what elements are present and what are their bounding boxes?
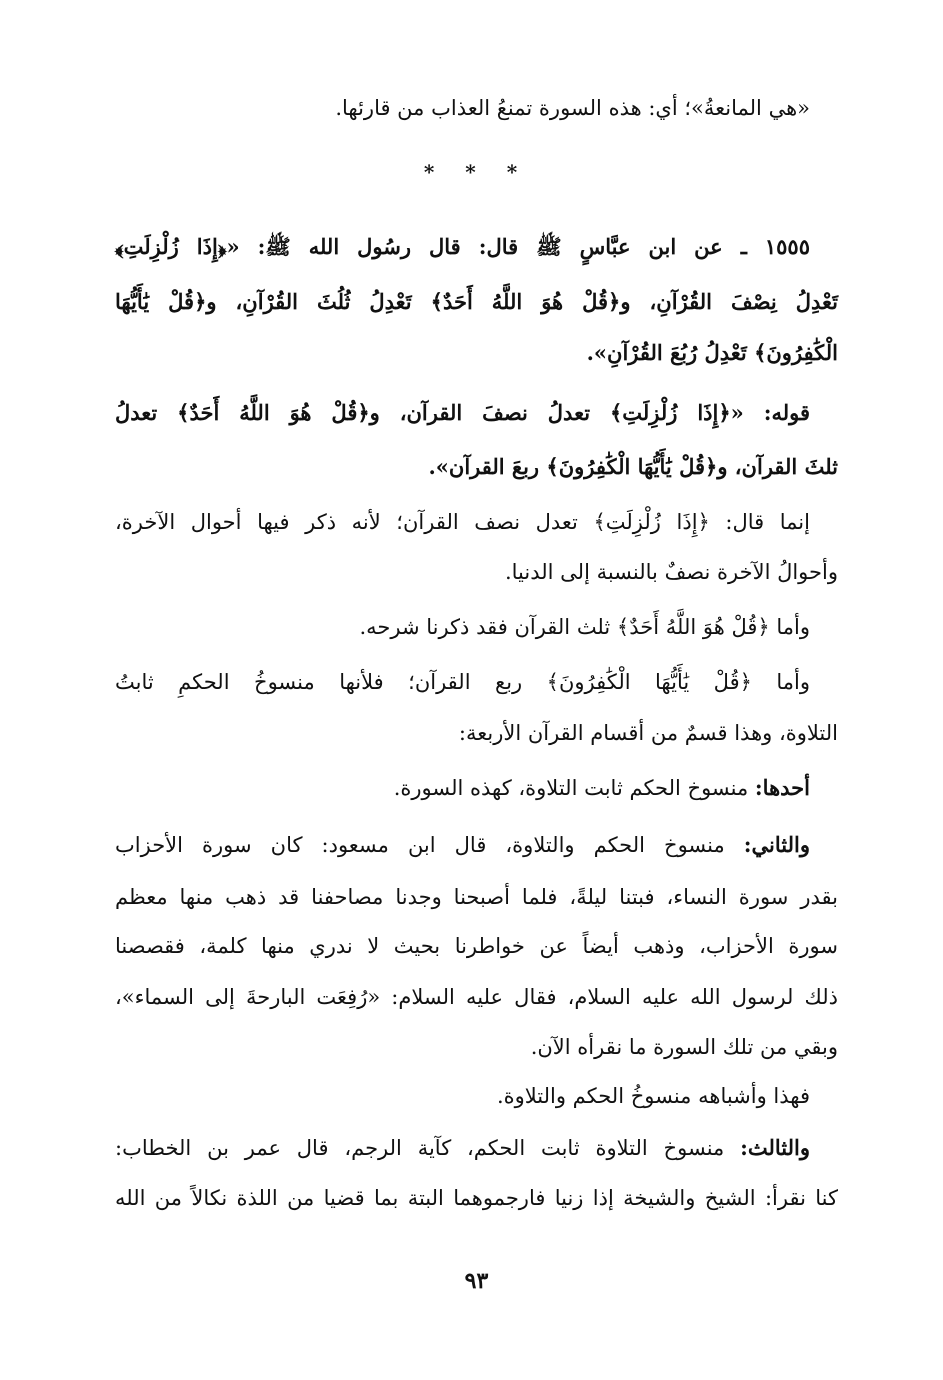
item-text: منسوخ الحكم والتلاوة، قال ابن مسعود: كان سورة الأحزاب <box>115 833 744 857</box>
commentary-line: ثلثَ القرآن، و﴿قُلْ يَٰأَيُّهَا الْكَٰفِرُونَ﴾ ربعَ القرآن». <box>428 454 838 479</box>
text-line: وبقي من تلك السورة ما نقرأه الآن. <box>530 1035 838 1059</box>
item-text: منسوخ التلاوة ثابت الحكم، كآية الرجم، قال عمر بن الخطاب: <box>115 1136 741 1160</box>
commentary-line: قوله: «﴿إِذَا زُلْزِلَتِ﴾ تعدلُ نصفَ القرآن، و﴿قُلْ هُوَ اللَّهُ أَحَدٌ﴾ تعدلُ <box>115 400 810 425</box>
text-line: كنا نقرأ: الشيخ والشيخة إذا زنيا فارجموهما البتة بما قضيا من اللذة نكالاً من الله <box>115 1186 838 1210</box>
text-line: وأما ﴿قُلْ يَٰأَيُّهَا الْكَٰفِرُونَ﴾ ربع القرآن؛ فلأنها منسوخُ الحكمِ ثابتُ <box>115 670 810 694</box>
section-separator: * * * <box>423 160 530 184</box>
text-line-content: «هي المانعةُ»؛ أي: هذه السورة تمنعُ العذاب من قارئها. <box>335 96 810 120</box>
text-line <box>115 830 838 860</box>
book-page <box>115 0 838 1380</box>
item-lead-second: والثاني: <box>743 832 810 857</box>
text-line <box>115 1133 838 1163</box>
page-number: ٩٣ <box>464 1268 489 1294</box>
text-line: إنما قال: ﴿إِذَا زُلْزِلَتِ﴾ تعدل نصف القرآن؛ لأنه ذكر فيها أحوال الآخرة، <box>115 510 810 534</box>
hadith-line: ١٥٥٥ ـ عن ابن عبَّاسٍ ﷺ قال: قال رسُول الله ﷺ: «﴿إِذَا زُلْزِلَتِ﴾ <box>115 234 810 259</box>
item-text: منسوخ الحكم ثابت التلاوة، كهذه السورة. <box>393 776 755 800</box>
text-line: فهذا وأشباهه منسوخُ الحكم والتلاوة. <box>496 1084 810 1108</box>
item-lead-first: أحدها: <box>754 775 810 800</box>
hadith-line: الْكَٰفِرُونَ﴾ تَعْدِلُ رُبُعَ القُرْآنِ». <box>586 340 838 365</box>
text-line: بقدر سورة النساء، فبتنا ليلةً، فلما أصبحنا وجدنا مصاحفنا قد ذهب منها معظم <box>115 885 838 909</box>
text-line: التلاوة، وهذا قسمٌ من أقسام القرآن الأربعة: <box>458 721 838 745</box>
text-line: سورة الأحزاب، وذهب أيضاً عن خواطرنا بحيث لا ندري منها كلمة، فقصصنا <box>115 934 838 958</box>
text-line: وأما ﴿قُلْ هُوَ اللَّهُ أَحَدٌ﴾ ثلث القرآن فقد ذكرنا شرحه. <box>359 615 810 639</box>
hadith-line: تَعْدِلُ نِصْفَ القُرْآنِ، و﴿قُلْ هُوَ اللَّهُ أَحَدٌ﴾ تَعْدِلُ ثُلُثَ القُرْآنِ، و﴿قُلْ يَٰأَيُّهَا <box>115 289 838 314</box>
text-line <box>115 773 838 803</box>
item-lead-third: والثالث: <box>740 1135 810 1160</box>
text-line: ذلك لرسول الله عليه السلام، فقال عليه السلام: «رُفِعَت البارحةَ إلى السماء»، <box>115 985 838 1009</box>
text-line: وأحوالُ الآخرة نصفٌ بالنسبة إلى الدنيا. <box>504 560 838 584</box>
text-line <box>115 93 838 123</box>
